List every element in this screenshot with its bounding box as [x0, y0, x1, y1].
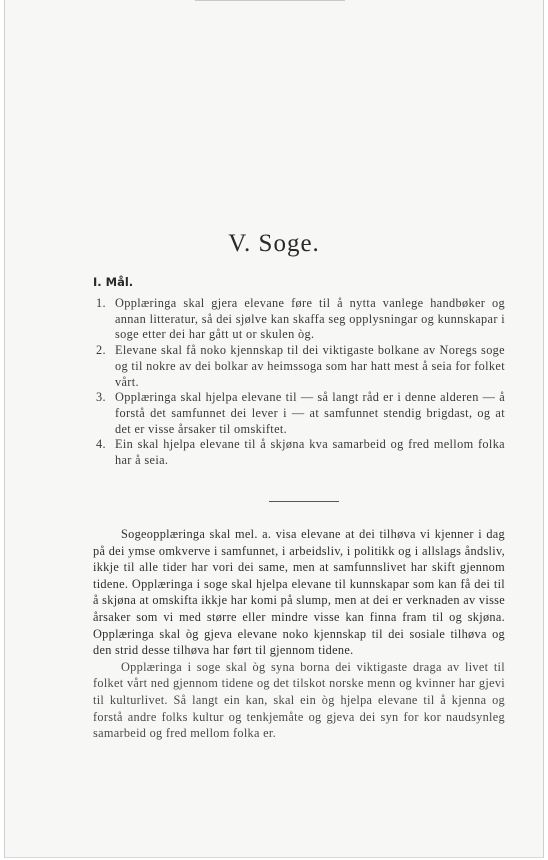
- goal-number: 2.: [96, 343, 106, 358]
- goal-text: Opplæringa skal gjera elevane føre til å nytta vanlege handbøker og annan litteratur, så dei sjølve kan skaffa seg opplysningar og kunnskapar i soge etter dei har gått ut or skulen òg.: [115, 296, 505, 342]
- goal-item: [93, 390, 505, 437]
- chapter-title: V. Soge.: [228, 230, 320, 257]
- section-heading: I. Mål.: [93, 275, 134, 289]
- paragraph: Opplæringa i soge skal òg syna borna dei viktigaste draga av livet til folket vårt ned gjennom tidene og det tilskot norske menn og kvinner har gjevi til kulturlivet. Så langt ein kan, skal ein òg hjelpa elevane til å kjenna og forstå andre folks kultur og tenkjemåte og gjeva dei syn for kor naudsynleg samarbeid og fred mellom folka er.: [93, 659, 505, 741]
- goal-item: [93, 343, 505, 390]
- goal-text: Ein skal hjelpa elevane til å skjøna kva samarbeid og fred mellom folka har å seia.: [115, 437, 505, 468]
- body-text: [93, 526, 505, 742]
- goal-item: [93, 296, 505, 343]
- goal-number: 4.: [96, 437, 106, 452]
- goal-text: Opplæringa skal hjelpa elevane til — så langt råd er i denne alderen — å forstå det samfunnet dei lever i — at samfunnet stendig brigdast, og at det er visse årsaker til omskiftet.: [115, 390, 505, 436]
- document-page: [4, 0, 544, 858]
- goal-text: Elevane skal få noko kjennskap til dei viktigaste bolkane av Noregs soge og til nokre av dei bolkar av heimssoga som har hatt mest å seia for folket vårt.: [115, 343, 505, 389]
- goal-number: 1.: [96, 296, 106, 310]
- paragraph: Sogeopplæringa skal mel. a. visa elevane at dei tilhøva vi kjenner i dag på dei ymse omkverve i samfunnet, i arbeidsliv, i politikk og i allslags åndsliv, ikkje til alle tider har vori dei same, men at samfunnslivet har skift gjennom tidene. Opplæringa i soge skal hjelpa elevane til kunnskapar som kan få dei til å skjøna at omskifta ikkje har komi på slump, men at dei er verknaden av visse årsaker som vi med større eller mindre visse kan finna fram til og skjøna. Opplæringa skal òg gjeva elevane noko kjennskap til dei sosiale tilhøva og den strid desse tilhøva har ført til gjennom tidene.: [93, 527, 505, 658]
- page-edge-line: [195, 0, 345, 1]
- goal-item: [93, 437, 505, 468]
- goal-number: 3.: [96, 390, 106, 405]
- goals-list: [93, 296, 505, 469]
- section-divider: [269, 501, 339, 502]
